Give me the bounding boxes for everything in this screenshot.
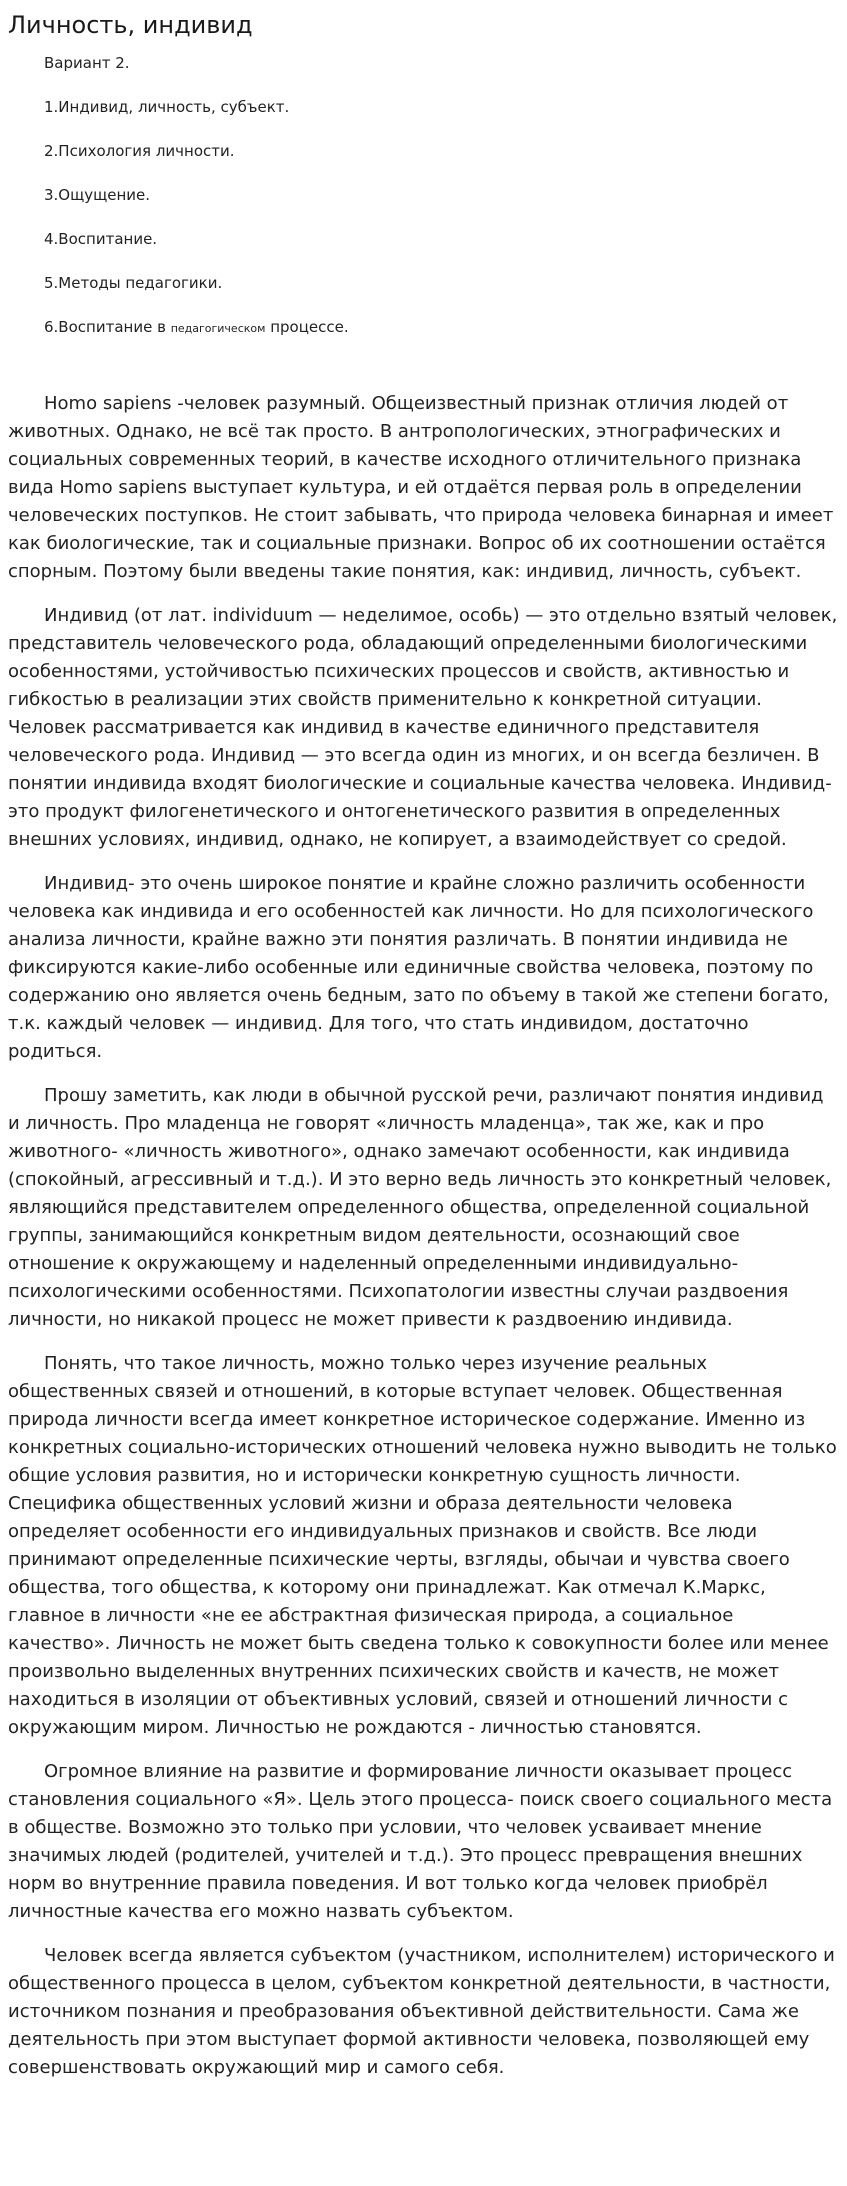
toc-item-6-prefix: 6.Воспитание в: [44, 318, 171, 336]
document-page: [8, 0, 840, 2098]
paragraph-3: Индивид- это очень широкое понятие и крайне сложно различить особенности человека как индивида и его особенностей как личности. Но для психологического анализа личности, крайне важно эти понятия различать. В понятии индивида не фиксируются какие-либо особенные или единичные свойства человека, поэтому по содержанию оно является очень бедным, зато по объему в такой же степени богато, т.к. каждый человек — индивид. Для того, что стать индивидом, достаточно родиться.: [8, 873, 829, 1062]
toc-item-6-suffix: процессе.: [265, 318, 349, 336]
toc-item-6-small: педагогическом: [170, 322, 266, 335]
paragraph-7: Человек всегда является субъектом (участником, исполнителем) исторического и общественного процесса в целом, субъектом конкретной деятельности, в частности, источником познания и преобразования объективной действительности. Сама же деятельность при этом выступает формой активности человека, позволяющей ему совершенствовать окружающий мир и самого себя.: [8, 1945, 835, 2078]
paragraph-4: Прошу заметить, как люди в обычной русской речи, различают понятия индивид и личность. Про младенца не говорят «личность младенца», так же, как и про животного- «личность животного», однако замечают особенности, как индивида (спокойный, агрессивный и т.д.). И это верно ведь личность это конкретный человек, являющийся представителем определенного общества, определенной социальной группы, занимающийся конкретным видом деятельности, осознающий свое отношение к окружающему и наделенный определенными индивидуально-психологическими особенностями. Психопатологии известны случаи раздвоения личности, но никакой процесс не может привести к раздвоению индивида.: [8, 1085, 832, 1330]
toc-item-4: 4.Воспитание.: [44, 230, 158, 248]
variant-label: Вариант 2.: [44, 54, 130, 72]
paragraph-2: Индивид (от лат. individuum — неделимое, особь) — это отдельно взятый человек, представитель человеческого рода, обладающий определенными биологическими особенностями, устойчивостью психических процессов и свойств, активностью и гибкостью в реализации этих свойств применительно к конкретной ситуации. Человек рассматривается как индивид в качестве единичного представителя человеческого рода. Индивид — это всегда один из многих, и он всегда безличен. В понятии индивида входят биологические и социальные качества человека. Индивид- это продукт филогенетического и онтогенетического развития в определенных внешних условиях, индивид, однако, не копирует, а взаимодействует со средой.: [8, 605, 838, 850]
toc-item-3: 3.Ощущение.: [44, 186, 151, 204]
toc-item-2: 2.Психология личности.: [44, 142, 235, 160]
table-of-contents: [44, 54, 840, 338]
paragraph-5: Понять, что такое личность, можно только через изучение реальных общественных связей и отношений, в которые вступает человек. Общественная природа личности всегда имеет конкретное историческое содержание. Именно из конкретных социально-исторических отношений человека нужно выводить не только общие условия развития, но и исторически конкретную сущность личности. Специфика общественных условий жизни и образа деятельности человека определяет особенности его индивидуальных признаков и свойств. Все люди принимают определенные психические черты, взгляды, обычаи и чувства своего общества, того общества, к которому они принадлежат. Как отмечал К.Маркс, главное в личности «не ее абстрактная физическая природа, а социальное качество». Личность не может быть сведена только к совокупности более или менее произвольно выделенных внутренних психических свойств и качеств, не может находиться в изоляции от объективных условий, связей и отношений личности с окружающим миром. Личностью не рождаются - личностью становятся.: [8, 1353, 837, 1738]
article-body: [8, 390, 840, 2082]
page-title: Личность, индивид: [8, 11, 253, 39]
paragraph-1: Homo sapiens -человек разумный. Общеизвестный признак отличия людей от животных. Однако, не всё так просто. В антропологических, этнографических и социальных современных теорий, в качестве исходного отличительного признака вида Homo sapiens выступает культура, и ей отдаётся первая роль в определении человеческих поступков. Не стоит забывать, что природа человека бинарная и имеет как биологические, так и социальные признаки. Вопрос об их соотношении остаётся спорным. Поэтому были введены такие понятия, как: индивид, личность, субъект.: [8, 393, 834, 582]
toc-item-6: [44, 318, 840, 338]
toc-item-5: 5.Методы педагогики.: [44, 274, 223, 292]
paragraph-6: Огромное влияние на развитие и формирование личности оказывает процесс становления социального «Я». Цель этого процесса- поиск своего социального места в обществе. Возможно это только при условии, что человек усваивает мнение значимых людей (родителей, учителей и т.д.). Это процесс превращения внешних норм во внутренние правила поведения. И вот только когда человек приобрёл личностные качества его можно назвать субъектом.: [8, 1761, 833, 1922]
toc-item-1: 1.Индивид, личность, субъект.: [44, 98, 290, 116]
